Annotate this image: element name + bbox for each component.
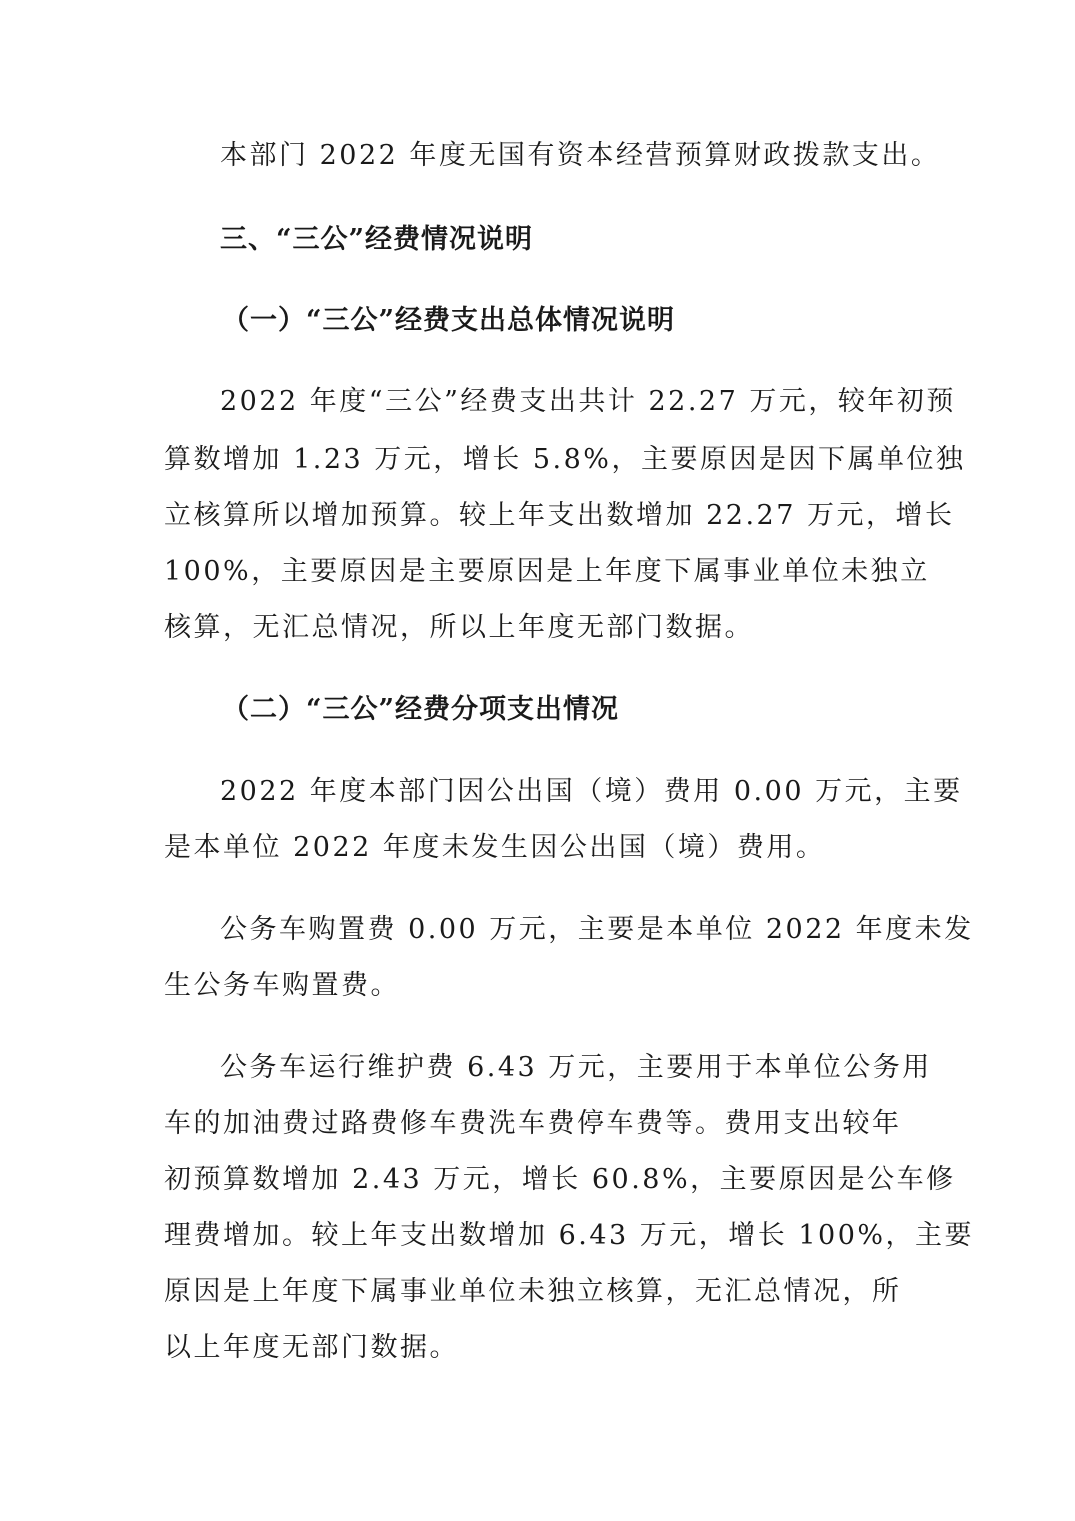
sub-heading-1: （一）“三公”经费支出总体情况说明 [222, 305, 676, 336]
paragraph-line: 100%，主要原因是主要原因是上年度下属事业单位未独立 [164, 556, 930, 587]
paragraph-line: 立核算所以增加预算。较上年支出数增加 22.27 万元，增长 [164, 500, 955, 531]
paragraph-line: 原因是上年度下属事业单位未独立核算，无汇总情况，所 [164, 1276, 902, 1307]
paragraph-line: 初预算数增加 2.43 万元，增长 60.8%，主要原因是公车修 [164, 1164, 956, 1195]
section-heading-3: 三、“三公”经费情况说明 [220, 224, 534, 255]
paragraph-line: 算数增加 1.23 万元，增长 5.8%，主要原因是因下属单位独 [164, 444, 966, 475]
paragraph-line: 2022 年度本部门因公出国（境）费用 0.00 万元，主要 [220, 776, 963, 807]
paragraph-line: 公务车购置费 0.00 万元，主要是本单位 2022 年度未发 [220, 914, 974, 945]
paragraph-line: 以上年度无部门数据。 [164, 1332, 459, 1363]
paragraph-line: 是本单位 2022 年度未发生因公出国（境）费用。 [164, 832, 826, 863]
paragraph-line: 车的加油费过路费修车费洗车费停车费等。费用支出较年 [164, 1108, 902, 1139]
paragraph-line: 公务车运行维护费 6.43 万元，主要用于本单位公务用 [220, 1052, 932, 1083]
paragraph-line: 理费增加。较上年支出数增加 6.43 万元，增长 100%，主要 [164, 1220, 975, 1251]
paragraph-line: 生公务车购置费。 [164, 970, 400, 1001]
paragraph-line: 核算，无汇总情况，所以上年度无部门数据。 [164, 612, 754, 643]
paragraph-intro: 本部门 2022 年度无国有资本经营预算财政拨款支出。 [220, 140, 941, 171]
sub-heading-2: （二）“三公”经费分项支出情况 [222, 694, 620, 725]
paragraph-line: 2022 年度“三公”经费支出共计 22.27 万元，较年初预 [220, 386, 956, 417]
